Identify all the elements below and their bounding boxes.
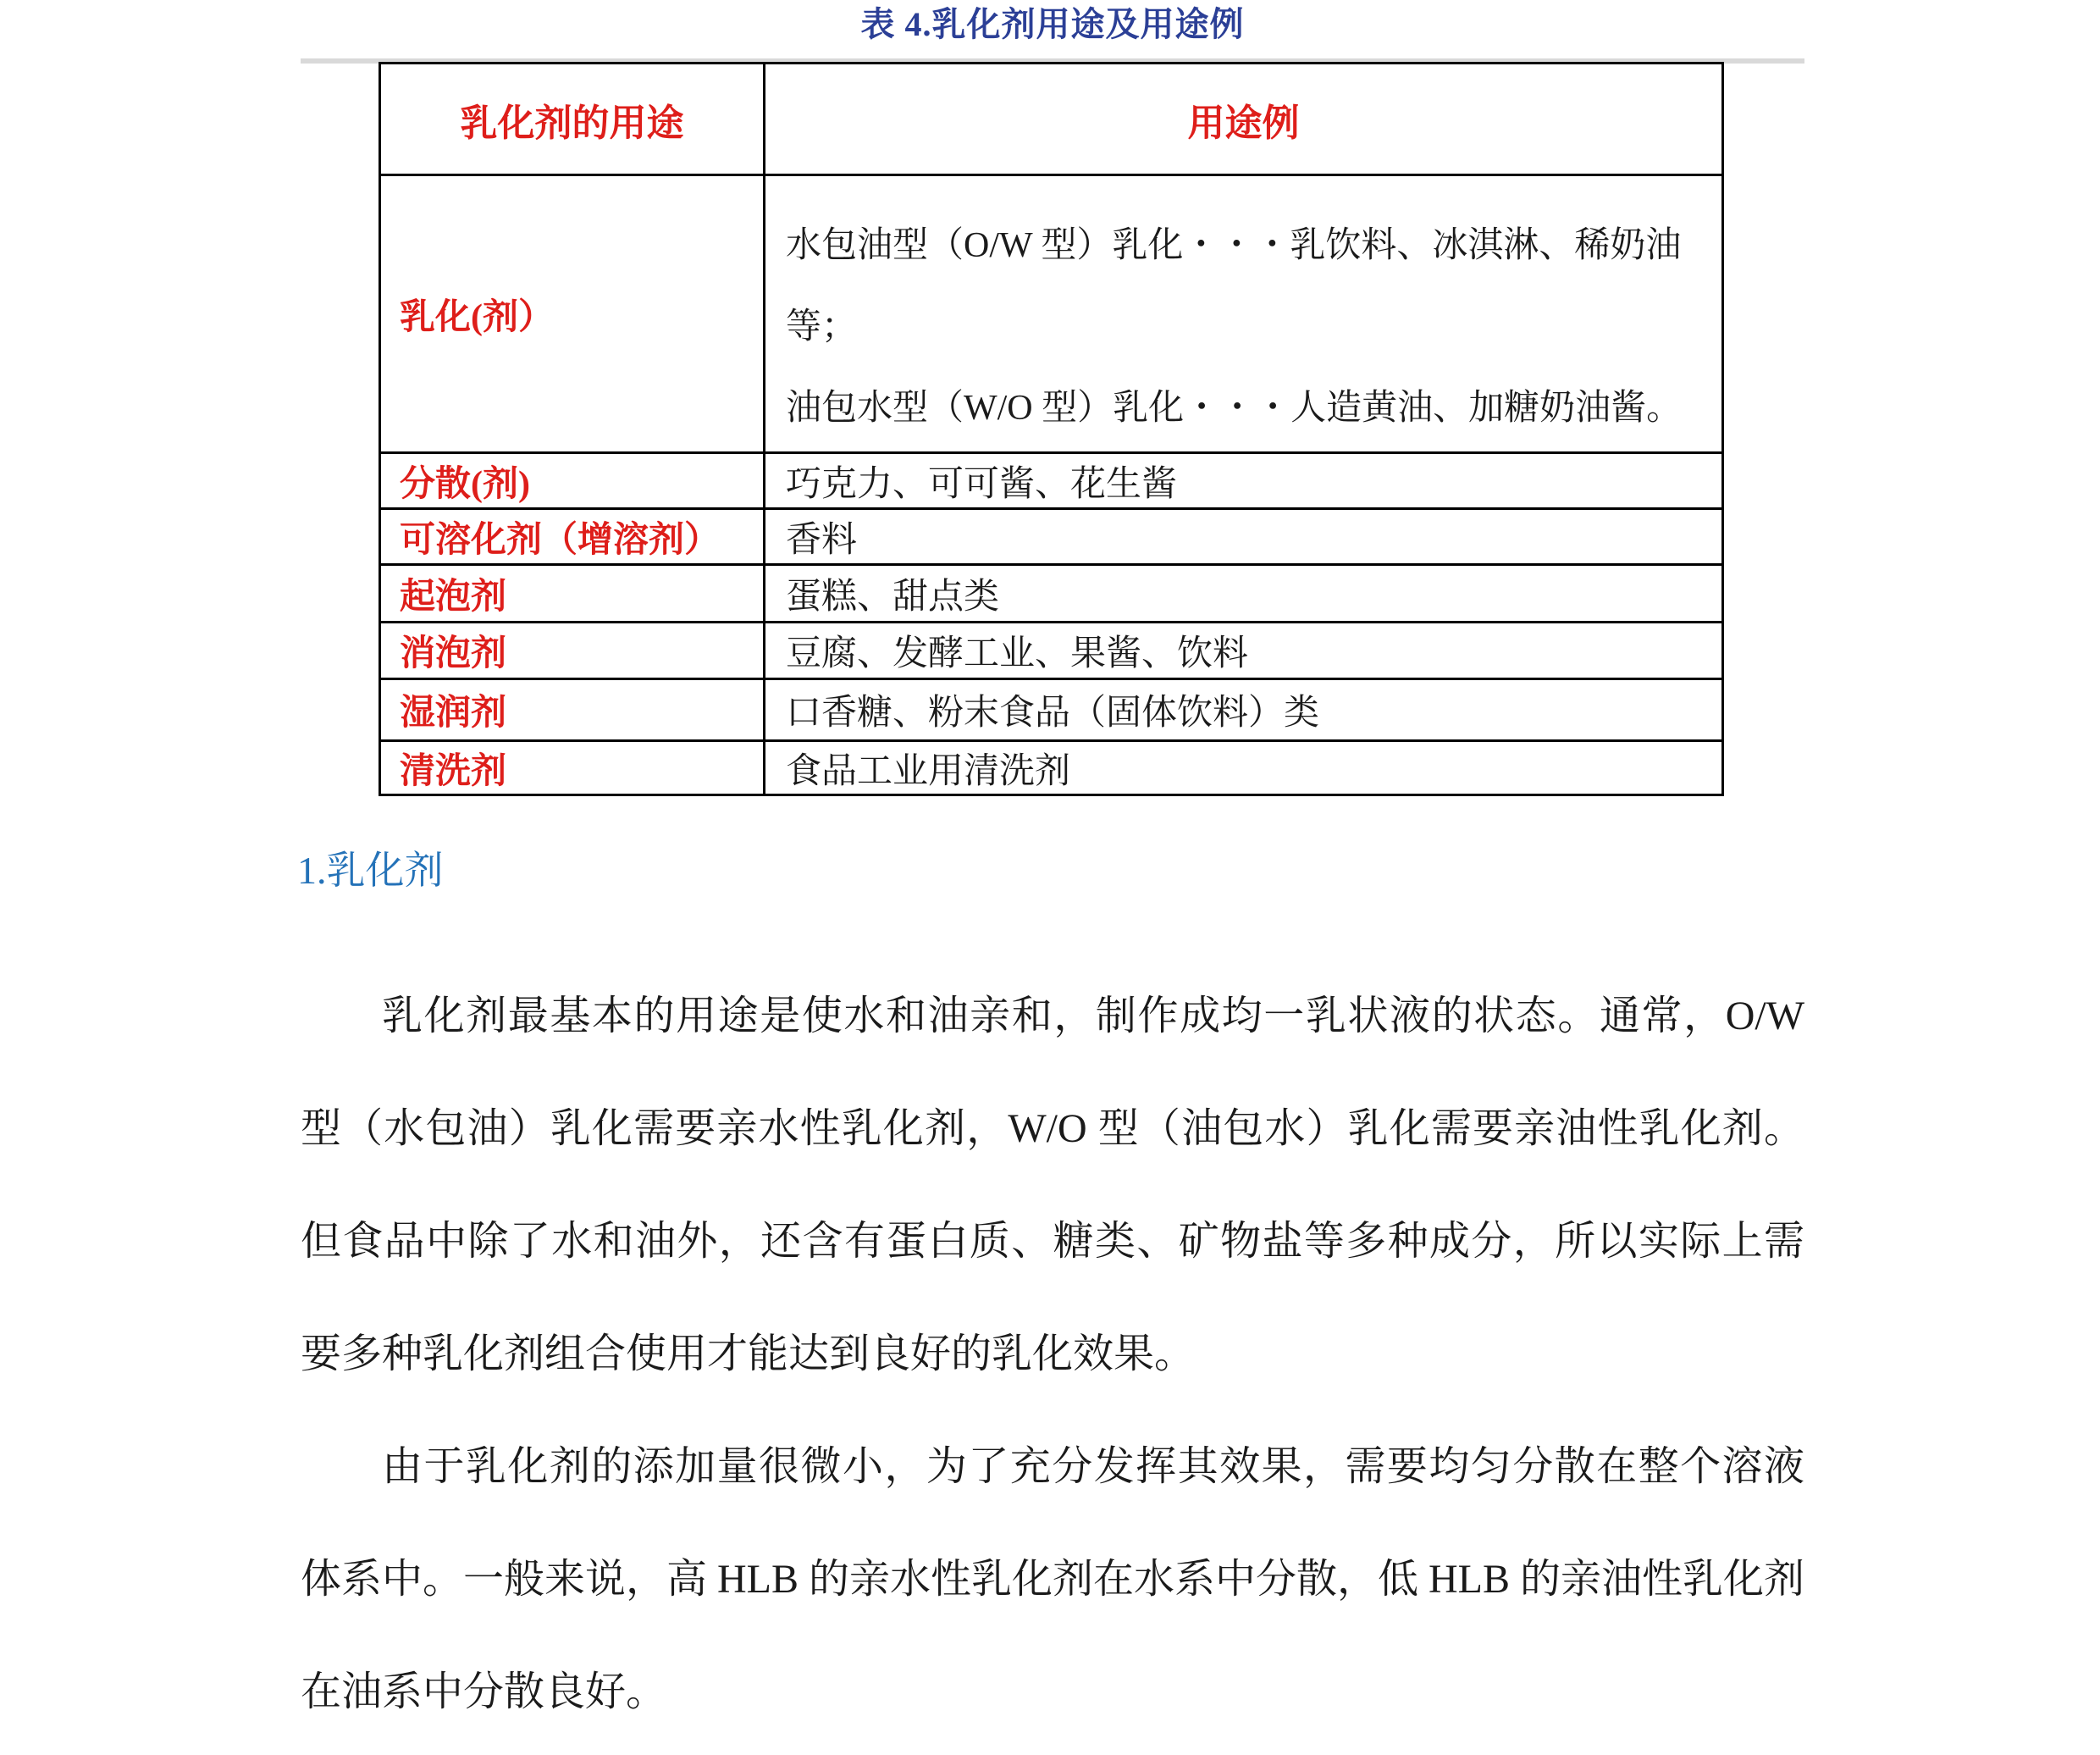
- use-cell: 可溶化剂（增溶剂）: [380, 509, 765, 565]
- use-cell: 分散(剂): [380, 453, 765, 509]
- example-cell: [765, 175, 1723, 453]
- table-row: [380, 679, 1723, 741]
- table-row: [380, 509, 1723, 565]
- table-row: [380, 453, 1723, 509]
- example-line: 等；: [786, 307, 858, 346]
- paragraph-line: 要多种乳化剂组合使用才能达到良好的乳化效果。: [301, 1331, 1196, 1376]
- table-row: [380, 741, 1723, 795]
- emulsifier-uses-table: [379, 62, 1724, 796]
- header-cell-example: 用途例: [765, 64, 1723, 175]
- paragraph-line: 由于乳化剂的添加量很微小，为了充分发挥其效果，需要均匀分散在整个溶液: [382, 1444, 1804, 1489]
- use-cell: 湿润剂: [380, 679, 765, 741]
- body-text: [301, 960, 1804, 1748]
- use-cell: 消泡剂: [380, 623, 765, 679]
- paragraph-line: 体系中。一般来说，高 HLB 的亲水性乳化剂在水系中分散，低 HLB 的亲油性乳化剂: [301, 1557, 1804, 1602]
- example-cell: 香料: [765, 509, 1723, 565]
- use-cell: 乳化(剂）: [380, 175, 765, 453]
- table-row: [380, 175, 1723, 453]
- table-caption: 表 4.乳化剂用途及用途例: [860, 5, 1245, 43]
- paragraph-line: 在油系中分散良好。: [301, 1669, 667, 1714]
- paragraph-line: 型（水包油）乳化需要亲水性乳化剂，W/O 型（油包水）乳化需要亲油性乳化剂。: [301, 1106, 1804, 1151]
- table-row: [380, 565, 1723, 623]
- example-cell: 蛋糕、甜点类: [765, 565, 1723, 623]
- example-line: 油包水型（W/O 型）乳化・・・人造黄油、加糖奶油酱。: [786, 389, 1683, 428]
- example-cell: 食品工业用清洗剂: [765, 741, 1723, 795]
- section-heading: 1.乳化剂: [297, 849, 444, 892]
- use-cell: 清洗剂: [380, 741, 765, 795]
- example-cell: 口香糖、粉末食品（固体饮料）类: [765, 679, 1723, 741]
- paragraph-line: 但食品中除了水和油外，还含有蛋白质、糖类、矿物盐等多种成分，所以实际上需: [301, 1219, 1804, 1264]
- use-cell: 起泡剂: [380, 565, 765, 623]
- paragraph-line: 乳化剂最基本的用途是使水和油亲和，制作成均一乳状液的状态。通常，O/W: [382, 994, 1804, 1038]
- example-line: 水包油型（O/W 型）乳化・・・乳饮料、冰淇淋、稀奶油: [786, 226, 1682, 265]
- example-cell: 豆腐、发酵工业、果酱、饮料: [765, 623, 1723, 679]
- table-header-row: [380, 64, 1723, 175]
- example-cell: 巧克力、可可酱、花生酱: [765, 453, 1723, 509]
- header-cell-use: 乳化剂的用途: [380, 64, 765, 175]
- table-row: [380, 623, 1723, 679]
